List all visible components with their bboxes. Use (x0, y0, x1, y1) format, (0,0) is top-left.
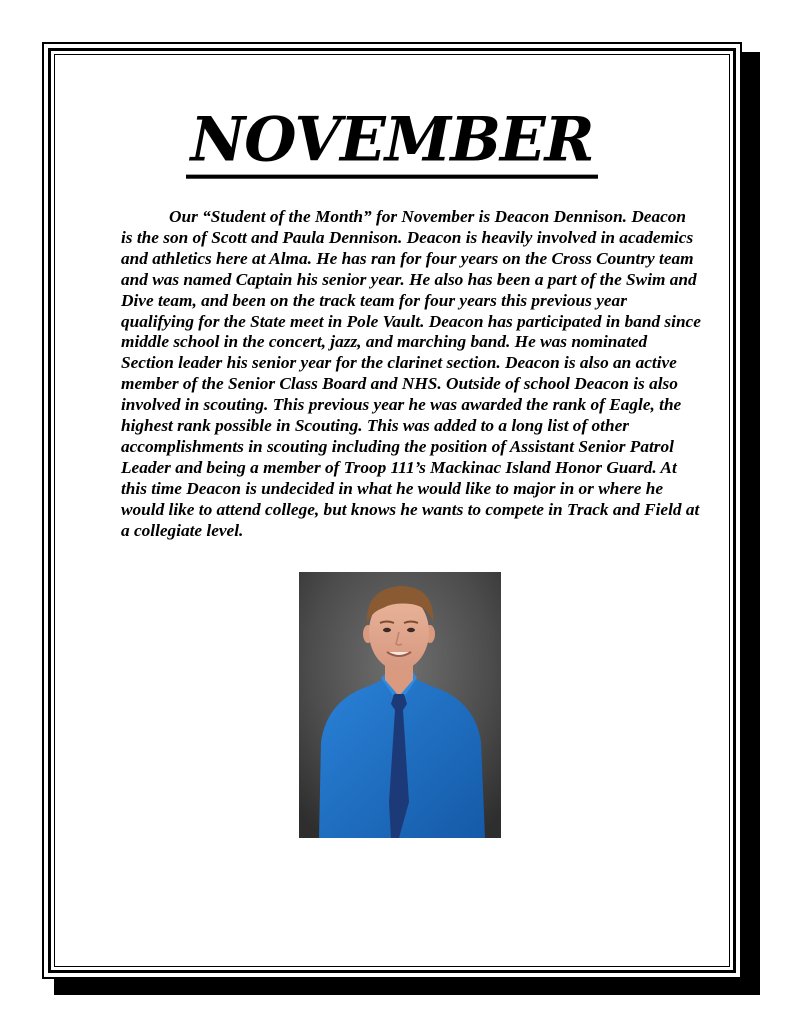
page-title: NOVEMBER (186, 106, 597, 178)
page-frame (42, 42, 742, 979)
student-portrait-illustration (299, 572, 501, 838)
page-frame-inner-border (54, 54, 730, 967)
student-photo (299, 572, 501, 838)
page-frame-thick-border (48, 48, 736, 973)
page-title-container (55, 104, 729, 178)
article-body: Our “Student of the Month” for November is Deacon Dennison. Deacon is the son of Scott and Paula Dennison. Deacon is heavily involved in academics and athletics here at Alma. He has ran for four years on the Cross Country team and was named Captain his senior year. He also has been a part of the Swim and Dive team, and been on the track team for four years this previous year qualifying for the State meet in Pole Vault. Deacon has participated in band since middle school in the concert, jazz, and marching band. He was nominated Section leader his senior year for the clarinet section. Deacon is also an active member of the Senior Class Board and NHS. Outside of school Deacon is also involved in scouting. This previous year he was awarded the rank of Eagle, the highest rank possible in Scouting. This was added to a long list of other accomplishments in scouting including the position of Assistant Senior Patrol Leader and being a member of Troop 111’s Mackinac Island Honor Guard. At this time Deacon is undecided in what he would like to major in or where he would like to attend college, but knows he wants to compete in Track and Field at a collegiate level. (121, 207, 701, 540)
